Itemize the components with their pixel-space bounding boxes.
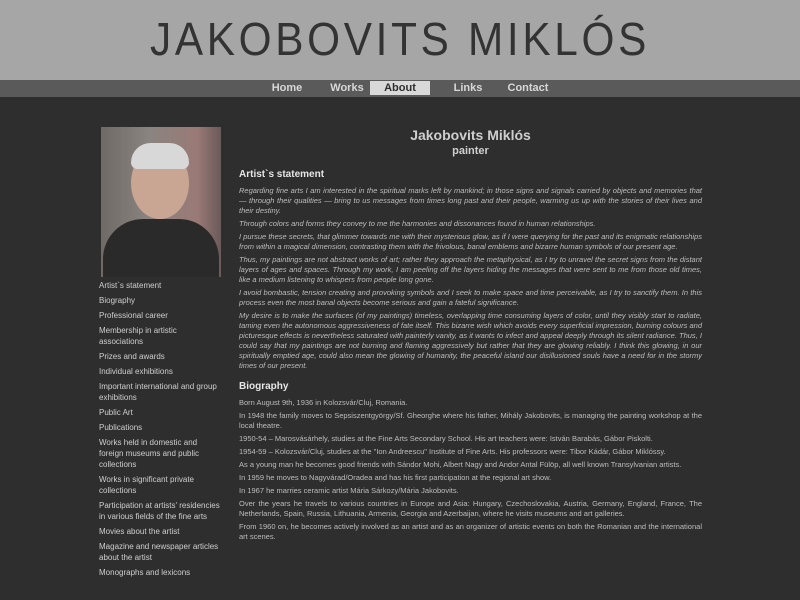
sidebar-item-articles[interactable]: Magazine and newspaper articles about the artist — [99, 542, 219, 562]
statement-section — [239, 169, 702, 371]
artist-role: painter — [452, 145, 489, 157]
bio-paragraph: In 1948 the family moves to Sepsiszentgyörgy/Sf. Gheorghe where his father, Mihály Jakobovits, is managing the painting workshop at the local theatre. — [239, 411, 702, 430]
nav-about[interactable]: About — [370, 81, 430, 95]
bio-paragraph: In 1959 he moves to Nagyvárad/Oradea and has his first participation at the regional art show. — [239, 473, 552, 482]
statement-paragraph: I pursue these secrets, that glimmer towards me with their mysterious glow, as if I were querying for the past and its enigmatic relationships from within a magical dimension, contrasting them with the frivolous, banal emblems and bizarre human symbols of our present age. — [239, 232, 702, 251]
photo-body — [103, 219, 219, 277]
sidebar-item-residencies[interactable]: Participation at artists' residencies in various fields of the fine arts — [99, 501, 220, 521]
sidebar — [99, 280, 223, 582]
statement-paragraph: Regarding fine arts I am interested in the spiritual marks left by mankind; in those signs and signals carried by objects and memories that — through their qualities — bring to us messages from times long past and their people, warming us up with the stories of their lives and their destiny. — [239, 186, 702, 215]
main-nav — [0, 80, 800, 97]
photo-hair — [131, 143, 189, 169]
sidebar-item-group-exhibitions[interactable]: Important international and group exhibitions — [99, 382, 217, 402]
sidebar-item-monographs[interactable]: Monographs and lexicons — [99, 568, 191, 577]
statement-paragraph: Through colors and forms they convey to me the harmonies and dissonances found in human relationships. — [239, 219, 596, 228]
biography-section — [239, 381, 702, 542]
site-title: JAKOBOVITS MIKLÓS — [150, 13, 650, 65]
sidebar-item-career[interactable]: Professional career — [99, 311, 168, 320]
statement-paragraph: I avoid bombastic, tension creating and provoking symbols and I seek to make space and time perceivable, as I try to sanctify them. In this process even the most banal objects become serious and gain a fateful significance. — [239, 288, 702, 307]
sidebar-item-membership[interactable]: Membership in artistic associations — [99, 326, 177, 346]
statement-paragraph: Thus, my paintings are not abstract works of art; rather they approach the metaphysical, as I try to unravel the secret signs from the distant layers of ages and spaces. Through my work, I am peeling off the layers hiding the messages that were sent to me from those old times, like a medium listening to whispers from people long gone. — [239, 255, 702, 284]
statement-paragraph: My desire is to make the surfaces (of my paintings) timeless, overlapping time consuming layers of color, until they visibly start to radiate, taming even the autonomous aggressiveness of fate itself. This bizarre wish which avoids every superficial impression, burning colours and picturesque effects is nevertheless saturated with painterly vanity, as it wants to infect and appeal deeply through its silent radiance. Thus, I could say that my paintings are not burning and flaming aggressively but rather that they are glowing reliably. I think this glowing, in our spiritually emptied age, could also mean the glowing of humanity, the peaceful island our disillusioned souls have a need for in the stormy times of our present. — [239, 311, 702, 370]
main-content — [239, 127, 702, 545]
statement-heading: Artist`s statement — [239, 169, 325, 180]
artist-name: Jakobovits Miklós — [410, 127, 531, 143]
bio-paragraph: As a young man he becomes good friends with Sándor Mohi, Albert Nagy and Andor Antal Fülöp, all well known Transylvanian artists. — [239, 460, 682, 469]
nav-works[interactable]: Works — [330, 82, 364, 94]
sidebar-item-movies[interactable]: Movies about the artist — [99, 527, 180, 536]
sidebar-item-individual-exhibitions[interactable]: Individual exhibitions — [99, 367, 173, 376]
artist-photo — [101, 127, 221, 277]
bio-paragraph: Born August 9th, 1936 in Kolozsvár/Cluj, Romania. — [239, 398, 408, 407]
sidebar-item-public-art[interactable]: Public Art — [99, 408, 133, 417]
site-header — [0, 0, 800, 80]
sidebar-item-museum-works[interactable]: Works held in domestic and foreign museums and public collections — [99, 438, 200, 469]
bio-paragraph: 1954-59 – Kolozsvár/Cluj, studies at the "Ion Andreescu" Institute of Fine Arts. His professors were: Tibor Kádár, Gábor Miklóssy. — [239, 447, 666, 456]
bio-paragraph: Over the years he travels to various countries in Europe and Asia: Hungary, Czechoslovakia, Austria, Germany, England, France, The Netherlands, Spain, Russia, Lithuania, Armenia, Georgia and Azerbaijan, where he visits museums and art galleries. — [239, 499, 702, 518]
sidebar-item-private-collections[interactable]: Works in significant private collections — [99, 475, 194, 495]
bio-paragraph: From 1960 on, he becomes actively involved as an artist and as an organizer of artistic events on both the Romanian and the international art scenes. — [239, 522, 702, 541]
nav-contact[interactable]: Contact — [507, 82, 549, 94]
bio-paragraph: 1950-54 – Marosvásárhely, studies at the Fine Arts Secondary School. His art teachers were: István Barabás, Gábor Piskolti. — [239, 434, 653, 443]
sidebar-item-statement[interactable]: Artist`s statement — [99, 281, 162, 290]
sidebar-item-biography[interactable]: Biography — [99, 296, 136, 305]
nav-links[interactable]: Links — [453, 82, 483, 94]
bio-paragraph: In 1967 he marries ceramic artist Mária Sárkozy/Mária Jakobovits. — [239, 486, 459, 495]
sidebar-item-prizes[interactable]: Prizes and awards — [99, 352, 165, 361]
biography-heading: Biography — [239, 381, 289, 392]
sidebar-item-publications[interactable]: Publications — [99, 423, 143, 432]
nav-home[interactable]: Home — [271, 82, 303, 94]
